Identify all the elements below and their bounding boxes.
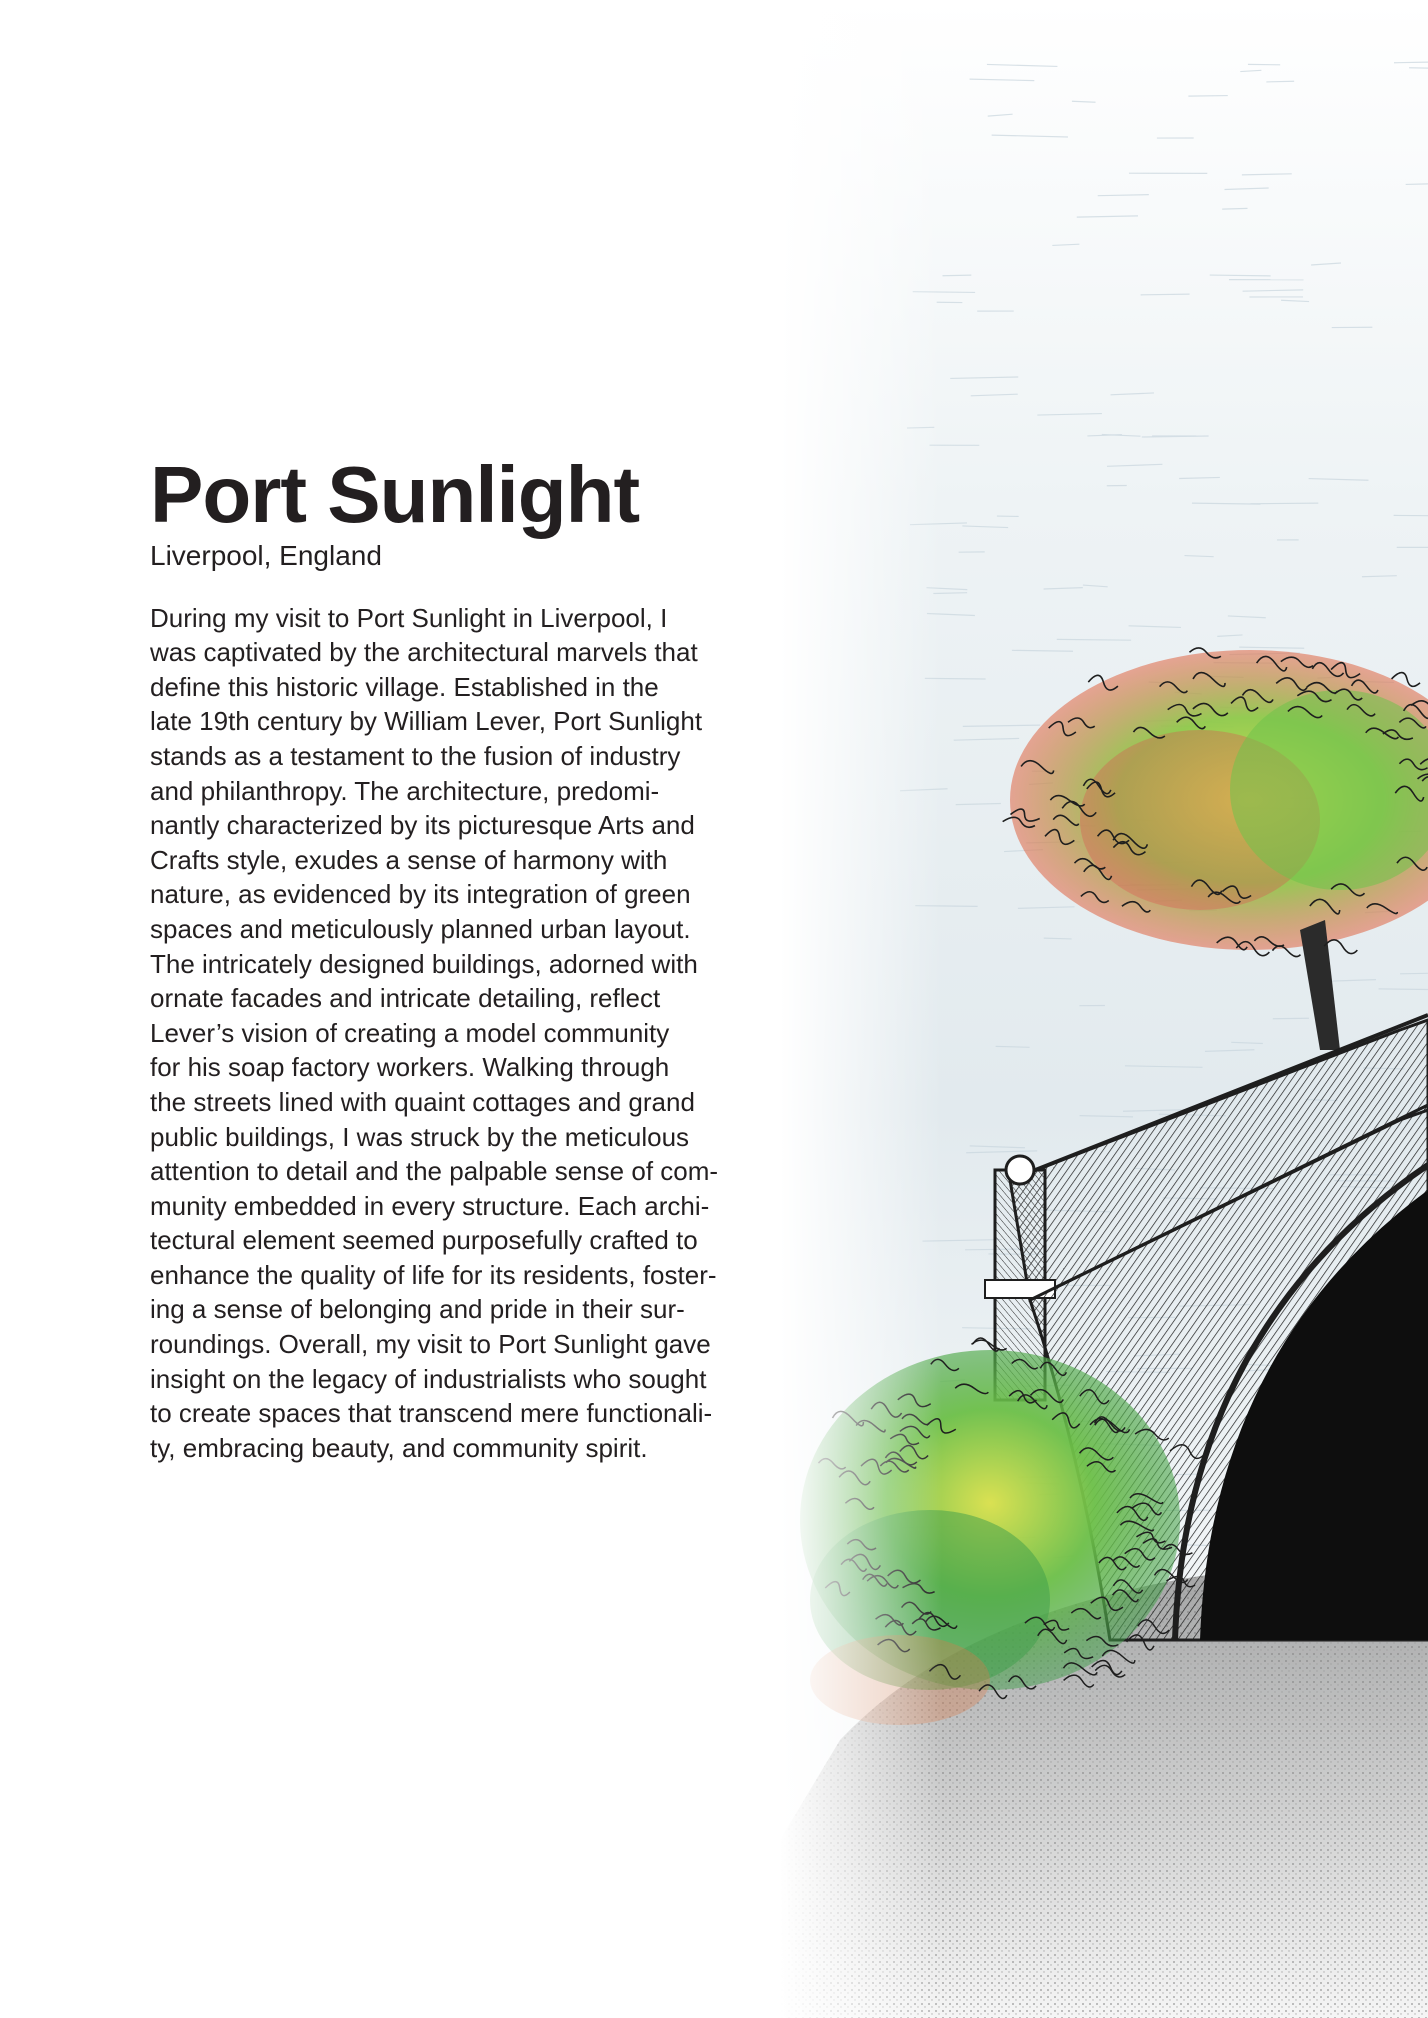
body-line: ing a sense of belonging and pride in their sur- bbox=[150, 1294, 685, 1325]
body-line: During my visit to Port Sunlight in Liverpool, I bbox=[150, 602, 668, 633]
body-line: spaces and meticulously planned urban layout. bbox=[150, 913, 691, 944]
bridge-illustration bbox=[780, 0, 1428, 2018]
body-line: ornate facades and intricate detailing, reflect bbox=[150, 983, 661, 1014]
body-line: The intricately designed buildings, adorned with bbox=[150, 948, 698, 979]
body-line: for his soap factory workers. Walking through bbox=[150, 1052, 670, 1083]
body-line: tectural element seemed purposefully crafted to bbox=[150, 1225, 698, 1256]
body-line: to create spaces that transcend mere functionali- bbox=[150, 1398, 713, 1429]
location-subtitle: Liverpool, England bbox=[150, 540, 382, 571]
body-line: late 19th century by William Lever, Port Sunlight bbox=[150, 706, 703, 737]
body-line: stands as a testament to the fusion of industry bbox=[150, 740, 681, 771]
body-line: munity embedded in every structure. Each archi- bbox=[150, 1190, 710, 1221]
article bbox=[150, 450, 780, 1465]
bridge-sketch-svg bbox=[780, 0, 1428, 2018]
body-line: nantly characterized by its picturesque Arts and bbox=[150, 810, 695, 841]
article-body bbox=[150, 601, 780, 1466]
body-line: insight on the legacy of industrialists who sought bbox=[150, 1363, 707, 1394]
body-line: enhance the quality of life for its residents, foster- bbox=[150, 1259, 717, 1290]
page-title: Port Sunlight bbox=[150, 450, 640, 539]
body-line: the streets lined with quaint cottages and grand bbox=[150, 1086, 695, 1117]
body-line: roundings. Overall, my visit to Port Sunlight gave bbox=[150, 1329, 711, 1360]
body-line: Crafts style, exudes a sense of harmony with bbox=[150, 844, 668, 875]
body-line: was captivated by the architectural marvels that bbox=[150, 637, 698, 668]
body-line: Lever’s vision of creating a model community bbox=[150, 1017, 670, 1048]
body-line: attention to detail and the palpable sense of com- bbox=[150, 1156, 719, 1187]
body-line: define this historic village. Established in the bbox=[150, 671, 659, 702]
body-line: ty, embracing beauty, and community spirit. bbox=[150, 1432, 648, 1463]
body-line: nature, as evidenced by its integration of green bbox=[150, 879, 691, 910]
body-line: and philanthropy. The architecture, predomi- bbox=[150, 775, 660, 806]
body-line: public buildings, I was struck by the meticulous bbox=[150, 1121, 690, 1152]
